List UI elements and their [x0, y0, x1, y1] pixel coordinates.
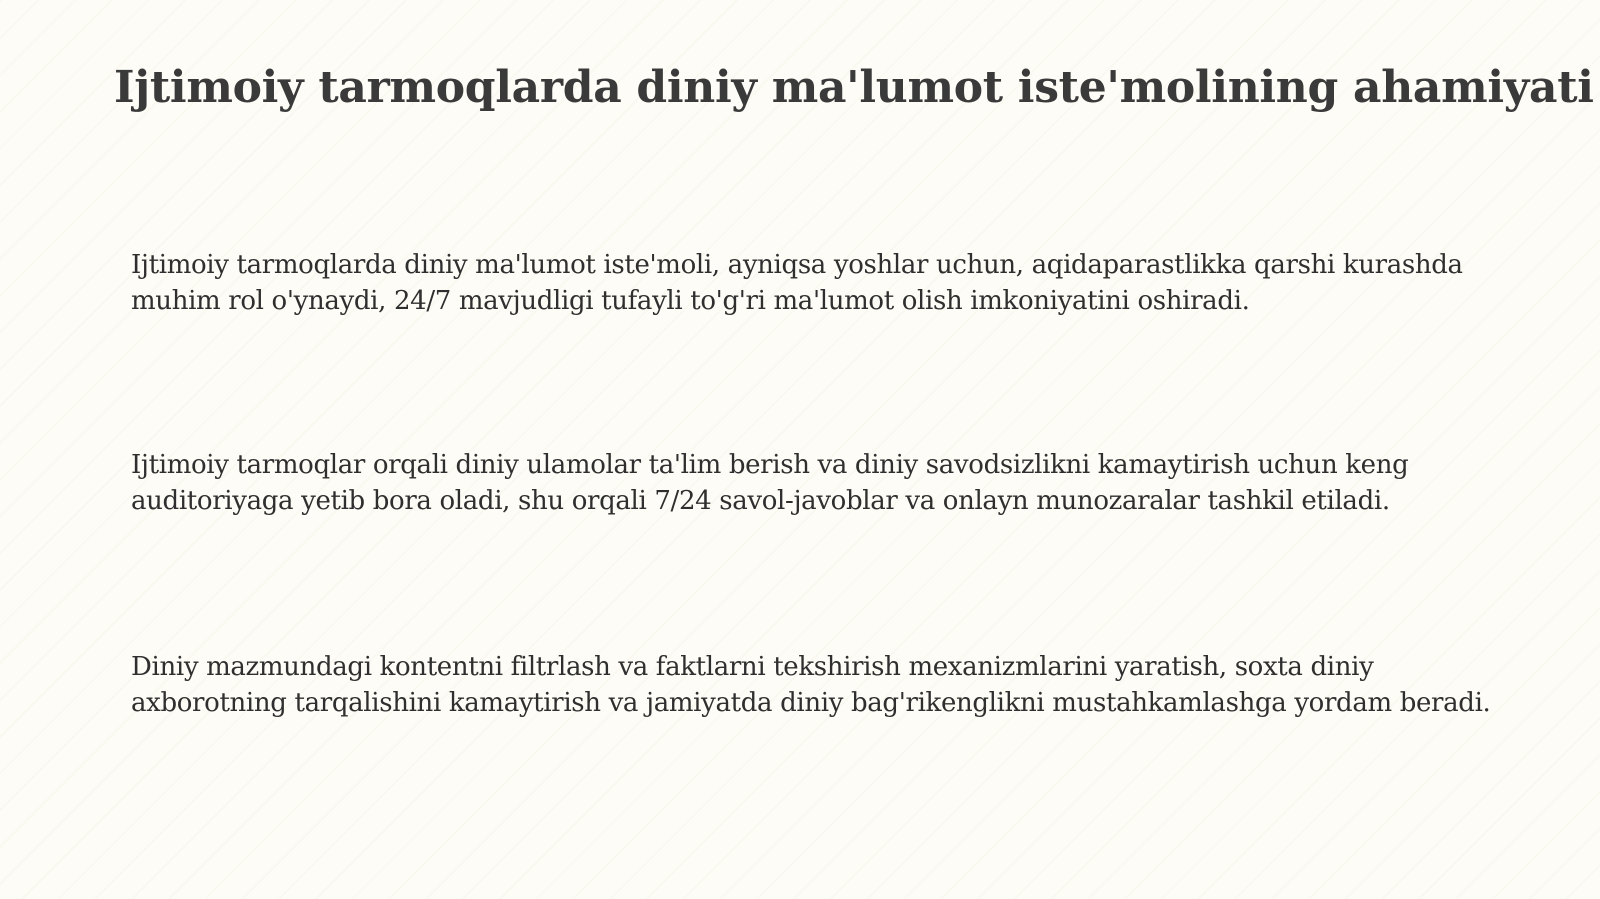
slide-title: Ijtimoiy tarmoqlarda diniy ma'lumot iste'molining ahamiyati: [114, 62, 1594, 113]
paragraph-2: Ijtimoiy tarmoqlar orqali diniy ulamolar ta'lim berish va diniy savodsizlikni kamaytirish uchun keng auditoriyaga yetib bora oladi, shu orqali 7/24 savol-javoblar va onlayn munozaralar tashkil etiladi.: [131, 450, 1409, 516]
paragraph-1: Ijtimoiy tarmoqlarda diniy ma'lumot iste'moli, ayniqsa yoshlar uchun, aqidaparastlikka qarshi kurashda muhim rol o'ynaydi, 24/7 mavjudligi tufayli to'g'ri ma'lumot olish imkoniyatini oshiradi.: [131, 250, 1463, 316]
paragraph-3: Diniy mazmundagi kontentni filtrlash va faktlarni tekshirish mexanizmlarini yaratish, soxta diniy axborotning tarqalishini kamaytirish va jamiyatda diniy bag'rikenglikni mustahkamlashga yordam beradi.: [131, 652, 1491, 718]
